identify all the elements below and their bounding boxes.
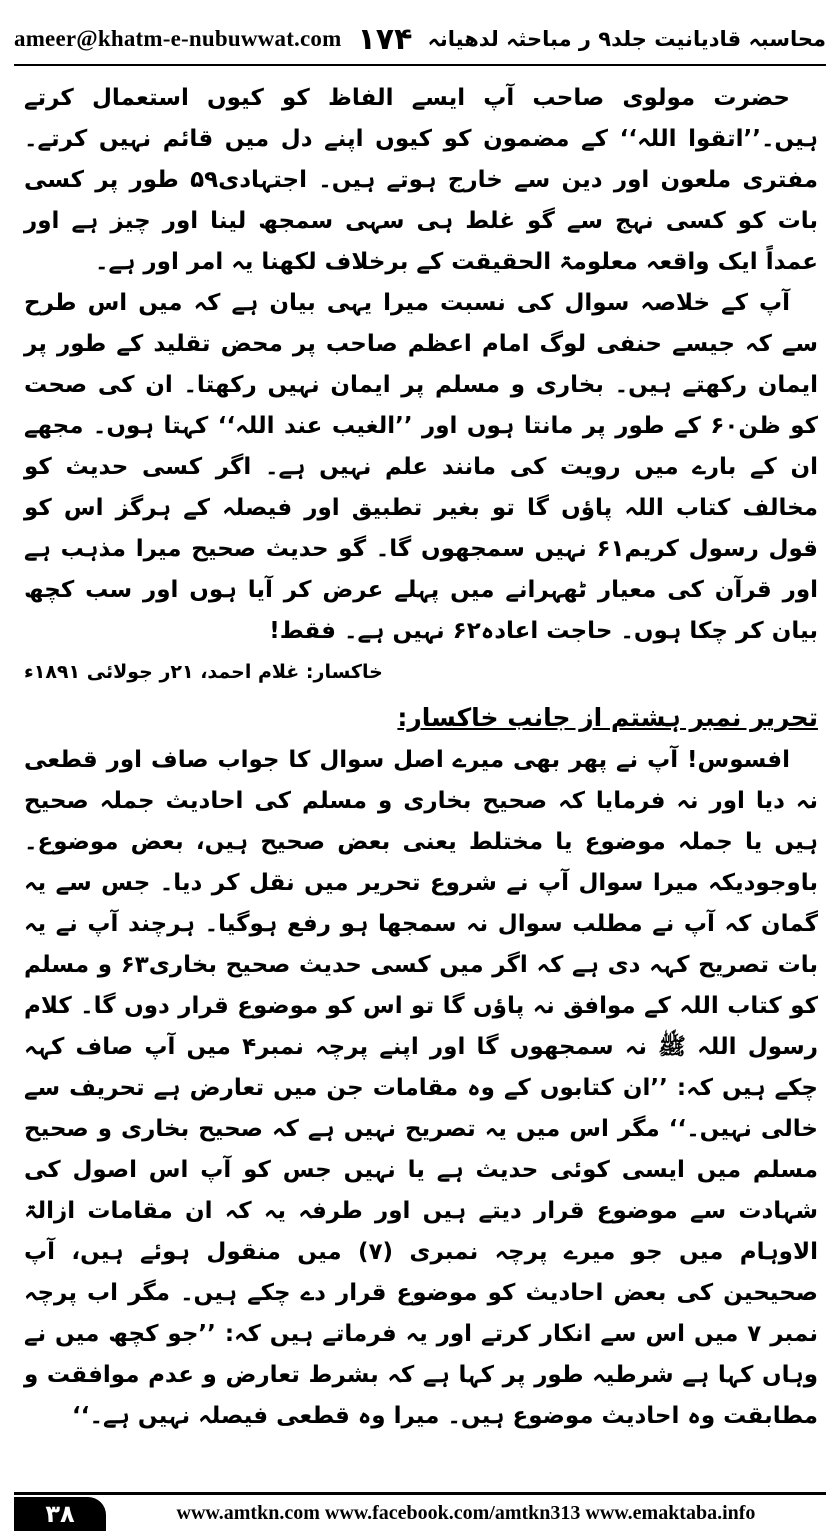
signature-line — [24, 652, 818, 693]
signature: خاکسار: غلام احمد، ۲۱ر جولائی ۱۸۹۱ء — [24, 661, 383, 683]
section-heading: تحریر نمبر ہشتم از جانب خاکسار: — [397, 703, 818, 732]
paragraph-3: افسوس! آپ نے پھر بھی میرے اصل سوال کا جواب صاف اور قطعی نہ دیا اور نہ فرمایا کہ صحیح بخاری و مسلم کی احادیث جملہ صحیح ہیں یا جملہ موضوع یا مختلط یعنی بعض صحیح ہیں، بعض موضوع۔ باوجودیکہ میرا سوال آپ نے شروع تحریر میں نقل کر دیا۔ جس سے یہ گمان کہ آپ نے مطلب سوال نہ سمجھا ہو رفع ہوگیا۔ ہرچند آپ نے یہ بات تصریح کہہ دی ہے کہ اگر میں کسی حدیث صحیح بخاری۶۳ و مسلم کو کتاب اللہ کے موافق نہ پاؤں گا تو اس کو موضوع قرار دوں گا۔ کلام رسول اللہ ﷺ نہ سمجھوں گا اور اپنے پرچہ نمبر۴ میں آپ صاف کہہ چکے ہیں کہ: ’’ان کتابوں کے وہ مقامات جن میں تعارض ہے تحریف سے خالی نہیں۔‘‘ مگر اس میں یہ تصریح نہیں ہے کہ صحیح بخاری و صحیح مسلم میں ایسی کوئی حدیث ہے یا نہیں جس کو آپ اس اصول کی شہادت سے موضوع قرار دیتے ہیں اور طرفہ یہ کہ ان مقامات ازالۃ الاوہام میں جو میرے پرچہ نمبری (۷) میں منقول ہوئے ہیں، آپ صحیحین کی بعض احادیث کو موضوع قرار دے چکے ہیں۔ مگر اب پرچہ نمبر ۷ میں اس سے انکار کرتے اور یہ فرماتے ہیں کہ: ’’جو کچھ میں نے وہاں کہا ہے شرطیہ طور پر کہا ہے کہ بشرط تعارض و عدم موافقت و مطابقت وہ احادیث موضوع ہیں۔ میرا وہ قطعی فیصلہ نہیں ہے۔‘‘ — [24, 747, 818, 1429]
header-book-title: محاسبہ قادیانیت جلد۹ ر مباحثہ لدھیانہ — [427, 27, 826, 51]
page-body — [24, 78, 818, 1437]
header-page-number: ۱۷۴ — [357, 21, 413, 57]
header-divider — [14, 64, 826, 66]
header-email-link[interactable]: ameer@khatm-e-nubuwwat.com — [14, 26, 342, 51]
footer-page-number: ۳۸ — [14, 1497, 106, 1531]
page-header — [14, 16, 826, 62]
paragraph-1: حضرت مولوی صاحب آپ ایسے الفاظ کو کیوں استعمال کرتے ہیں۔’’اتقوا اللہ‘‘ کے مضمون کو کیوں اپنے دل میں قائم نہیں کرتے۔ مفتری ملعون اور دین سے خارج ہوتے ہیں۔ اجتہادی۵۹ طور پر کسی بات کو کسی نہج سے گو غلط ہی سہی سمجھ لینا اور چیز ہے اور عمداً ایک واقعہ معلومۃ الحقیقت کے برخلاف لکھنا یہ امر اور ہے۔ — [24, 85, 818, 275]
paragraph-2: آپ کے خلاصہ سوال کی نسبت میرا یہی بیان ہے کہ میں اس طرح سے کہ جیسے حنفی لوگ امام اعظم صاحب پر محض تقلید کے طور پر ایمان رکھتے ہیں۔ بخاری و مسلم پر ایمان نہیں رکھتا۔ ان کی صحت کو ظن۶۰ کے طور پر مانتا ہوں اور ’’الغیب عند اللہ‘‘ کہتا ہوں۔ مجھے ان کے بارے میں رویت کی مانند علم نہیں ہے۔ اگر کسی حدیث کو مخالف کتاب اللہ پاؤں گا تو بغیر تطبیق اور فیصلہ کے ہرگز اس کو قول رسول کریم۶۱ نہیں سمجھوں گا۔ گو حدیث صحیح میرا مذہب ہے اور قرآن کی معیار ٹھہرانے میں پہلے عرض کر آیا ہوں اور سب کچھ بیان کر چکا ہوں۔ حاجت اعادہ۶۲ نہیں ہے۔ فقط! — [24, 290, 818, 644]
page-footer — [14, 1492, 826, 1531]
header-left — [14, 22, 412, 57]
footer-website-links[interactable]: www.amtkn.com www.facebook.com/amtkn313 www.emaktaba.info — [176, 1501, 756, 1524]
